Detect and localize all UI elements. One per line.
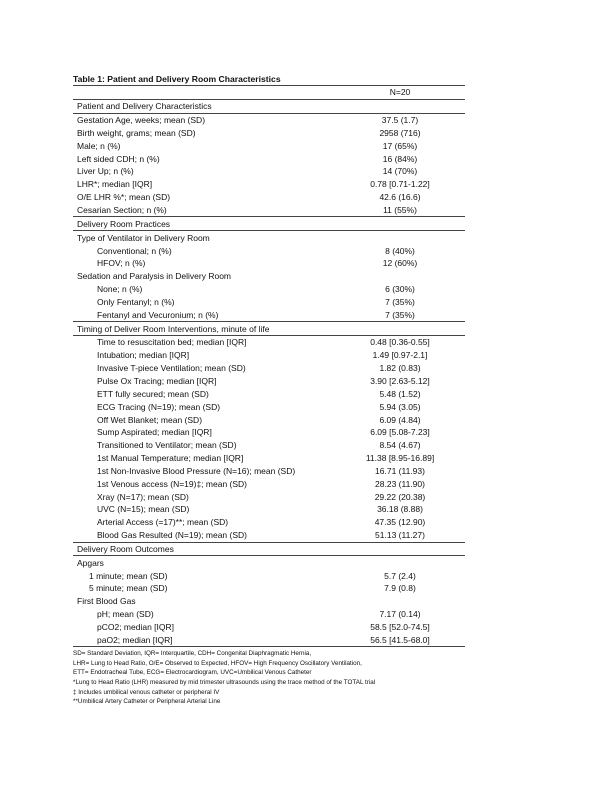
row-value: 7 (35%): [385, 296, 415, 307]
row-label: Birth weight, grams; mean (SD): [77, 127, 196, 138]
footnote-line: *Lung to Head Ratio (LHR) measured by mid trimester ultrasounds using the trace method of the TOTAL trial: [73, 679, 376, 687]
footnote-line: SD= Standard Deviation, IQR= Interquartile, CDH= Congenital Diaphragmatic Hernia,: [73, 650, 312, 658]
table-row: [73, 270, 465, 283]
row-value: 17 (65%): [382, 140, 418, 151]
row-label: 1 minute; mean (SD): [89, 570, 168, 581]
table-row: [73, 178, 465, 191]
row-value: 56.5 [41.5-68.0]: [370, 634, 430, 645]
row-label: ECG Tracing (N=19); mean (SD): [97, 401, 221, 412]
row-label: Type of Ventilator in Delivery Room: [77, 232, 210, 243]
row-value: 0.48 [0.36-0.55]: [370, 337, 430, 348]
table-bottom-rule: [73, 646, 465, 647]
row-value: 5.48 (1.52): [379, 388, 421, 399]
table-row: [73, 439, 465, 452]
row-label: Time to resuscitation bed; median [IQR]: [97, 337, 247, 348]
n-header-row: [73, 86, 465, 99]
row-label: First Blood Gas: [77, 596, 136, 607]
row-value: 28.23 (11.90): [375, 478, 425, 489]
row-label: Sump Aspirated; median [IQR]: [97, 427, 212, 438]
row-value: 6 (30%): [385, 284, 415, 295]
row-value: 51.13 (11.27): [375, 530, 425, 541]
n-label: N=20: [389, 87, 411, 98]
row-label: Fentanyl and Vecuronium; n (%): [97, 309, 219, 320]
table-row: [73, 308, 465, 321]
table-row: [73, 426, 465, 439]
row-label: paO2; median [IQR]: [97, 634, 173, 645]
row-label: pCO2; median [IQR]: [97, 622, 175, 633]
row-value: 8.54 (4.67): [379, 440, 421, 451]
document-page: [73, 73, 465, 707]
row-value: 37.5 (1.7): [381, 115, 419, 126]
table-row: [73, 452, 465, 465]
table-row: [73, 608, 465, 621]
row-value: 1.82 (0.83): [379, 363, 421, 374]
table-row: [73, 569, 465, 582]
row-label: Invasive T-piece Ventilation; mean (SD): [97, 363, 246, 374]
row-value: 58.5 [52.0-74.5]: [370, 622, 430, 633]
row-value: 11 (55%): [383, 205, 417, 216]
table-row: [73, 244, 465, 257]
row-value: 29.22 (20.38): [374, 491, 426, 502]
row-label: 1st Venous access (N=19)‡; mean (SD): [97, 478, 247, 489]
row-label: Apgars: [77, 557, 104, 568]
row-label: Off Wet Blanket; mean (SD): [97, 414, 203, 425]
row-value: 7.17 (0.14): [379, 609, 421, 620]
section-heading: Delivery Room Practices: [77, 218, 171, 229]
row-label: 5 minute; mean (SD): [89, 583, 168, 594]
table-row: [73, 529, 465, 542]
row-value: 12 (60%): [382, 258, 418, 269]
table-row: [73, 127, 465, 140]
row-label: Sedation and Paralysis in Delivery Room: [77, 271, 232, 282]
table-row: [73, 152, 465, 165]
row-value: 11.38 [8.95-16.89]: [365, 453, 435, 464]
table-row: [73, 633, 465, 646]
table-row: [73, 296, 465, 309]
row-value: 36.18 (8.88): [377, 504, 423, 515]
row-value: 7.9 (0.8): [384, 583, 416, 594]
row-value: 16.71 (11.93): [375, 465, 425, 476]
footnote-line: LHR= Lung to Head Ratio, O/E= Observed to Expected, HFOV= High Frequency Oscillatory Ventilation,: [73, 659, 362, 667]
row-value: 42.6 (16.6): [379, 192, 421, 203]
row-value: 5.94 (3.05): [379, 401, 421, 412]
table-row: [73, 335, 465, 349]
row-label: pH; mean (SD): [97, 609, 154, 620]
section-heading-row: [73, 216, 465, 230]
row-value: 7 (35%): [385, 309, 415, 320]
row-value: 1.49 [0.97-2.1]: [372, 350, 428, 361]
table-row: [73, 283, 465, 296]
row-label: Cesarian Section; n (%): [77, 205, 167, 216]
footnotes: [73, 649, 465, 707]
table-title: Table 1: Patient and Delivery Room Characteristics: [73, 74, 281, 84]
section-heading-row: [73, 542, 465, 556]
row-value: 6.09 [5.08-7.23]: [370, 427, 430, 438]
table-row: [73, 555, 465, 569]
row-label: Arterial Access (=17)**; mean (SD): [97, 517, 229, 528]
footnote-line: **Umbilical Artery Catheter or Peripheral Arterial Line: [73, 698, 221, 706]
row-label: Blood Gas Resulted (N=19); mean (SD): [97, 530, 247, 541]
row-label: 1st Manual Temperature; median [IQR]: [97, 453, 244, 464]
row-label: LHR*; median [IQR]: [77, 179, 153, 190]
row-value: 3.90 [2.63-5.12]: [370, 375, 430, 386]
table-row: [73, 400, 465, 413]
section-heading-row: [73, 321, 465, 335]
table-row: [73, 375, 465, 388]
table-row: [73, 257, 465, 270]
table-row: [73, 413, 465, 426]
table-row: [73, 113, 465, 127]
table-body: [73, 99, 465, 646]
row-label: None; n (%): [97, 284, 143, 295]
row-label: Male; n (%): [77, 140, 121, 151]
row-label: Left sided CDH; n (%): [77, 153, 160, 164]
row-label: Transitioned to Ventilator; mean (SD): [97, 440, 237, 451]
table-row: [73, 477, 465, 490]
row-label: Liver Up; n (%): [77, 166, 134, 177]
table-row: [73, 464, 465, 477]
section-heading: Delivery Room Outcomes: [77, 543, 174, 554]
table-row: [73, 362, 465, 375]
row-label: UVC (N=15); mean (SD): [97, 504, 190, 515]
table-row: [73, 191, 465, 204]
table-row: [73, 204, 465, 217]
table-row: [73, 503, 465, 516]
row-label: ETT fully secured; mean (SD): [97, 388, 209, 399]
section-heading-row: [73, 99, 465, 113]
row-value: 5.7 (2.4): [384, 570, 416, 581]
section-heading: Timing of Deliver Room Interventions, minute of life: [77, 323, 270, 334]
row-label: 1st Non-Invasive Blood Pressure (N=16); mean (SD): [97, 465, 296, 476]
row-value: 16 (84%): [382, 153, 418, 164]
row-value: 0.78 [0.71-1.22]: [370, 179, 430, 190]
row-label: Gestation Age, weeks; mean (SD): [77, 115, 206, 126]
row-label: O/E LHR %*; mean (SD): [77, 192, 171, 203]
table-row: [73, 490, 465, 503]
table-row: [73, 387, 465, 400]
table-row: [73, 621, 465, 634]
row-value: 6.09 (4.84): [379, 414, 421, 425]
table-row: [73, 139, 465, 152]
row-label: Pulse Ox Tracing; median [IQR]: [97, 375, 217, 386]
row-value: 8 (40%): [385, 245, 415, 256]
row-label: Conventional; n (%): [97, 245, 172, 256]
table-row: [73, 165, 465, 178]
footnote-line: ‡ Includes umbilical venous catheter or peripheral IV: [73, 688, 220, 696]
row-value: 14 (70%): [382, 166, 418, 177]
row-label: HFOV; n (%): [97, 258, 146, 269]
table-row: [73, 516, 465, 529]
footnote-line: ETT= Endotracheal Tube, ECG= Electrocardiogram, UVC=Umbilical Venous Catheter: [73, 669, 312, 677]
row-value: 47.35 (12.90): [374, 517, 426, 528]
section-heading: Patient and Delivery Characteristics: [77, 101, 212, 112]
table-row: [73, 230, 465, 244]
table-row: [73, 349, 465, 362]
row-label: Xray (N=17); mean (SD): [97, 491, 189, 502]
row-label: Only Fentanyl; n (%): [97, 296, 175, 307]
row-label: Intubation; median [IQR]: [97, 350, 190, 361]
table-row: [73, 582, 465, 595]
row-value: 2958 (716): [379, 127, 421, 138]
table-row: [73, 595, 465, 608]
